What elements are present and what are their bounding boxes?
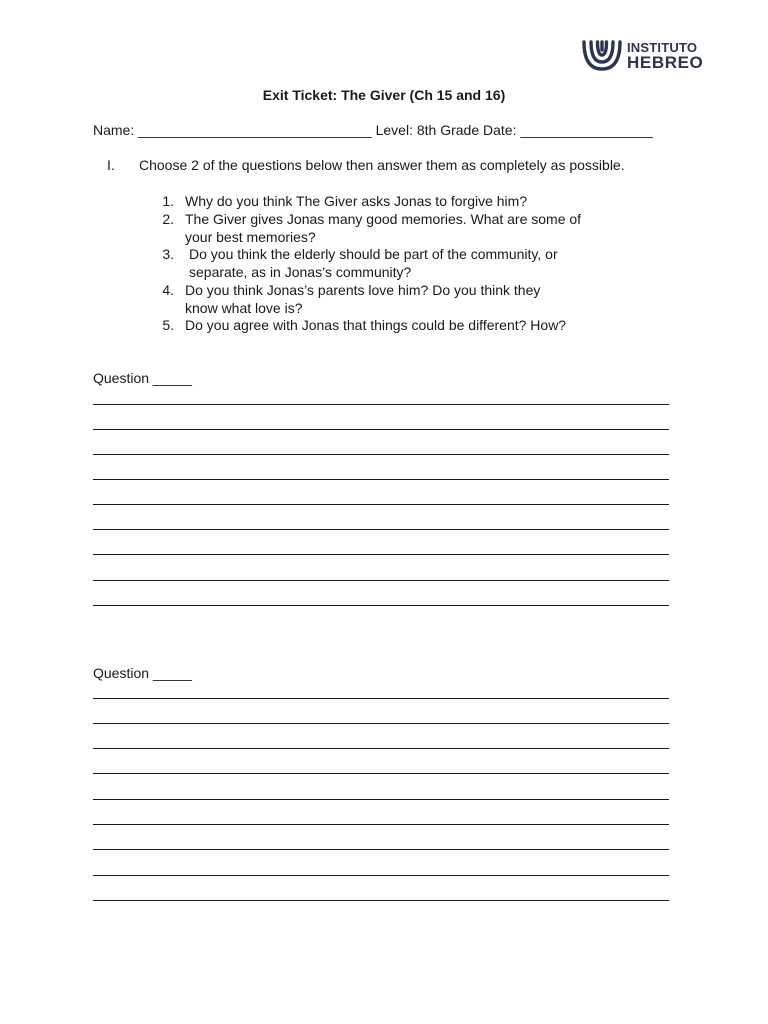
answer-line[interactable]: [93, 554, 669, 555]
answer-question-label: Question _____: [93, 665, 192, 681]
logo-text-hebreo: HEBREO: [627, 53, 704, 72]
question-number: 3.: [162, 246, 174, 262]
question-text: Do you think the elderly should be part of the community, or: [189, 246, 558, 262]
logo-text-instituto: INSTITUTO: [627, 40, 698, 55]
question-text: Why do you think The Giver asks Jonas to forgive him?: [185, 193, 528, 209]
answer-line[interactable]: [93, 799, 669, 800]
question-text-continued: your best memories?: [185, 229, 316, 245]
question-number: 1.: [162, 193, 174, 209]
section-numeral: I.: [107, 157, 115, 173]
answer-line[interactable]: [93, 900, 669, 901]
answer-line[interactable]: [93, 504, 669, 505]
question-number: 5.: [162, 317, 174, 333]
answer-line[interactable]: [93, 824, 669, 825]
answer-line[interactable]: [93, 723, 669, 724]
answer-line[interactable]: [93, 404, 669, 405]
question-text-continued: know what love is?: [185, 300, 303, 316]
menorah-icon: [581, 38, 623, 72]
answer-line[interactable]: [93, 773, 669, 774]
answer-line[interactable]: [93, 529, 669, 530]
institute-logo: [581, 38, 721, 74]
question-text: Do you agree with Jonas that things could be different? How?: [185, 317, 567, 333]
answer-line[interactable]: [93, 429, 669, 430]
question-text-continued: separate, as in Jonas’s community?: [189, 264, 412, 280]
answer-line[interactable]: [93, 875, 669, 876]
answer-line[interactable]: [93, 849, 669, 850]
answer-line[interactable]: [93, 454, 669, 455]
question-number: 4.: [162, 282, 174, 298]
question-text: Do you think Jonas’s parents love him? Do you think they: [185, 282, 541, 298]
answer-line[interactable]: [93, 698, 669, 699]
question-number: 2.: [162, 211, 174, 227]
answer-line[interactable]: [93, 748, 669, 749]
answer-line[interactable]: [93, 479, 669, 480]
answer-line[interactable]: [93, 580, 669, 581]
page-title: Exit Ticket: The Giver (Ch 15 and 16): [262, 87, 506, 103]
student-info-row: Name: ______________________________ Level: 8th Grade Date: _________________: [93, 122, 653, 138]
section-instruction: Choose 2 of the questions below then answer them as completely as possible.: [139, 157, 625, 173]
answer-question-label: Question _____: [93, 370, 192, 386]
question-text: The Giver gives Jonas many good memories. What are some of: [185, 211, 582, 227]
answer-line[interactable]: [93, 605, 669, 606]
